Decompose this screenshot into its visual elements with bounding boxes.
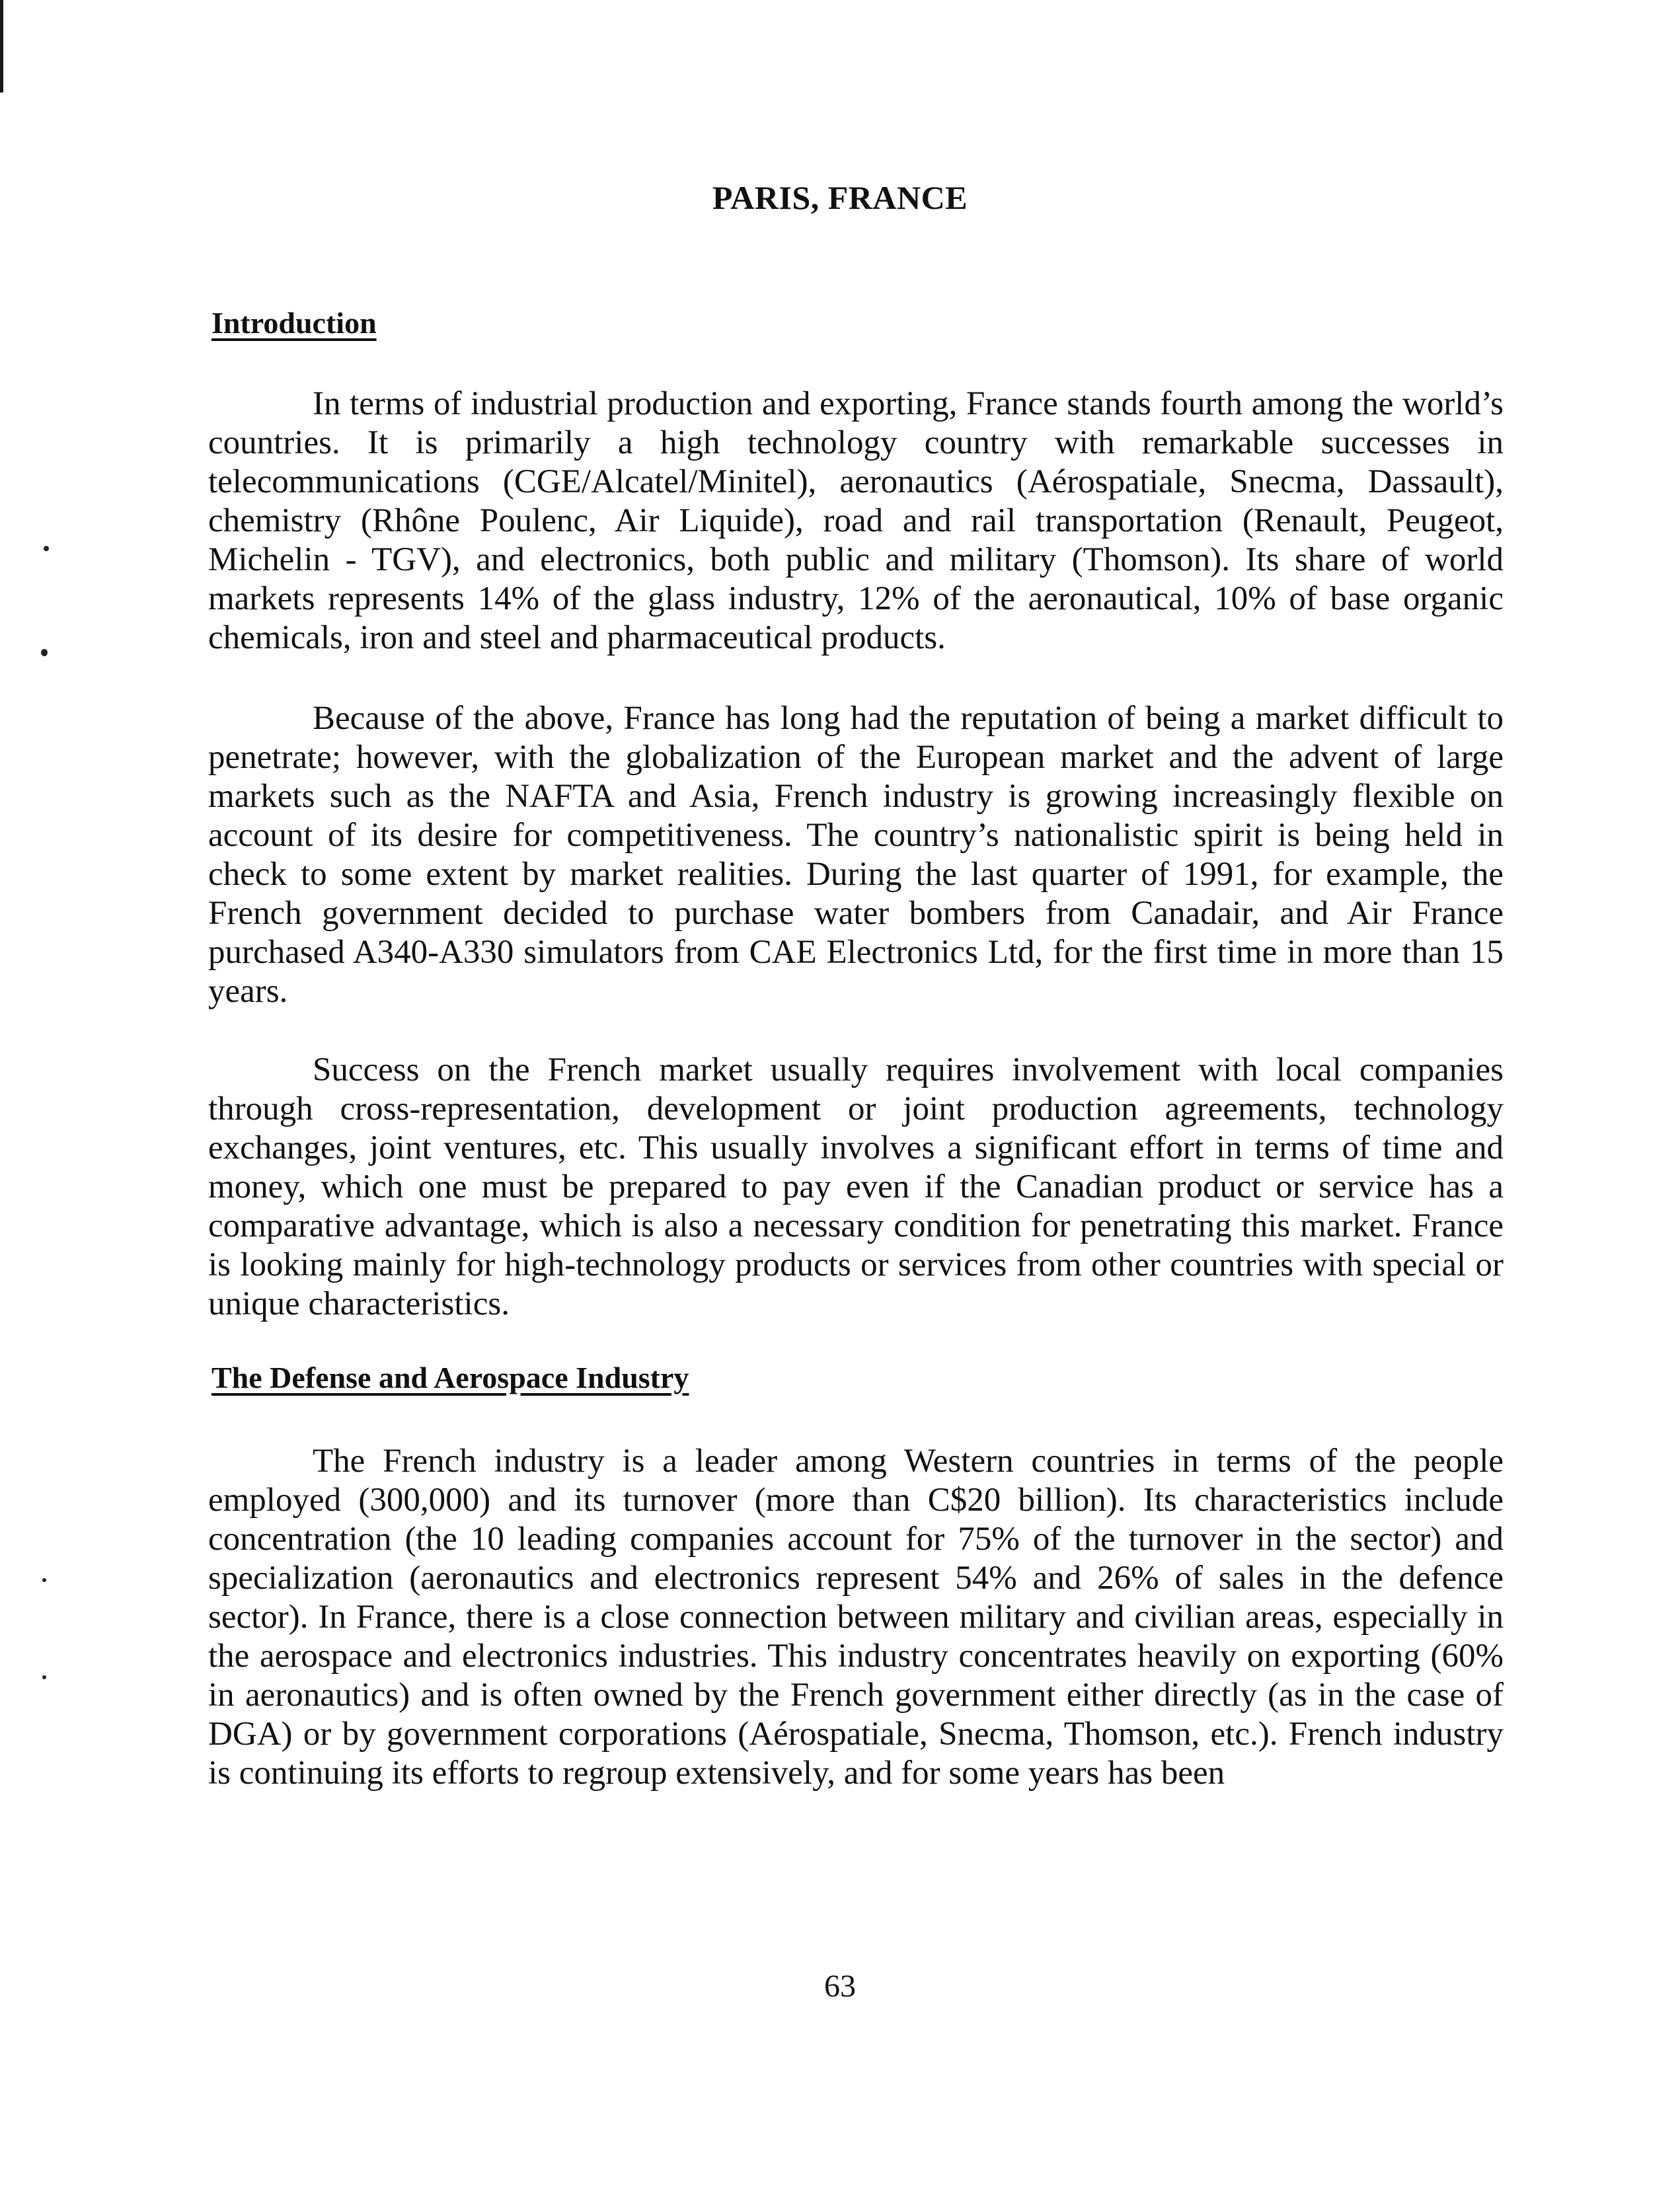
section-heading-introduction: Introduction	[211, 306, 377, 340]
scan-speck	[41, 649, 48, 656]
paragraph-intro-3: Success on the French market usually requires involvement with local companies through cross-representation, development or joint production agreements, technology exchanges, joint ventures, etc. This usually involves a significant effort in terms of time and money, which one must be prepared to pay even if the Canadian product or service has a comparative advantage, which is also a necessary condition for penetrating this market. France is looking mainly for high-technology products or services from other countries with special or unique characteristics.	[208, 1051, 1504, 1322]
scan-speck	[44, 546, 49, 551]
scan-edge-mark	[0, 0, 3, 93]
scan-speck	[42, 1578, 46, 1582]
page-title: PARIS, FRANCE	[712, 179, 968, 216]
page-number: 63	[824, 1969, 856, 2004]
paragraph-defense-1: The French industry is a leader among Western countries in terms of the people employed (300,000) and its turnover (more than C$20 billion). Its characteristics include concentration (the 10 leading companies account for 75% of the turnover in the sector) and specialization (aeronautics and electronics represent 54% and 26% of sales in the defence sector). In France, there is a close connection between military and civilian areas, especially in the aerospace and electronics industries. This industry concentrates heavily on exporting (60% in aeronautics) and is often owned by the French government either directly (as in the case of DGA) or by government corporations (Aérospatiale, Snecma, Thomson, etc.). French industry is continuing its efforts to regroup extensively, and for some years has been	[208, 1443, 1504, 1792]
scan-speck	[42, 1675, 46, 1679]
paragraph-intro-2: Because of the above, France has long had the reputation of being a market difficult to penetrate; however, with the globalization of the European market and the advent of large markets such as the NAFTA and Asia, French industry is growing increasingly flexible on account of its desire for competitiveness. The country’s nationalistic spirit is being held in check to some extent by market realities. During the last quarter of 1991, for example, the French government decided to purchase water bombers from Canadair, and Air France purchased A340-A330 simulators from CAE Electronics Ltd, for the first time in more than 15 years.	[208, 700, 1504, 1010]
section-heading-defense-aerospace: The Defense and Aerospace Industry	[211, 1361, 689, 1394]
paragraph-intro-1: In terms of industrial production and exporting, France stands fourth among the world’s countries. It is primarily a high technology country with remarkable successes in telecommunications (CGE/Alcatel/Minitel), aeronautics (Aérospatiale, Snecma, Dassault), chemistry (Rhône Poulenc, Air Liquide), road and rail transportation (Renault, Peugeot, Michelin - TGV), and electronics, both public and military (Thomson). Its share of world markets represents 14% of the glass industry, 12% of the aeronautical, 10% of base organic chemicals, iron and steel and pharmaceutical products.	[208, 385, 1504, 656]
